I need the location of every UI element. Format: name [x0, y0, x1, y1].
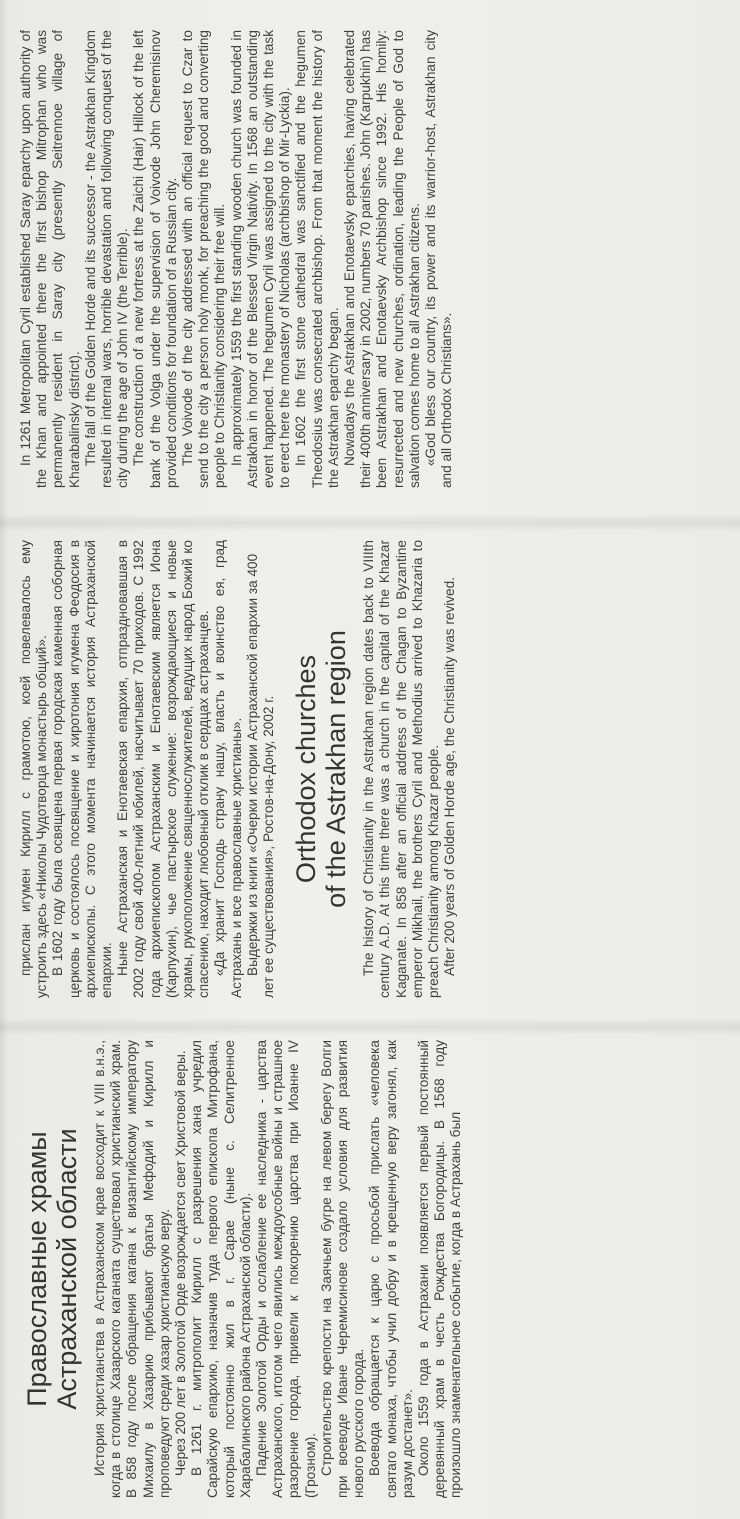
paragraph: Строительство крепости на Заячьем бугре на левом берегу Волги при воеводе Иване Черемисинове создало условия для развития нового русского города. — [318, 1040, 367, 1498]
paragraph: The construction of a new fortress at the Zaichi (Hair) Hillock of the left bank of the Volga under the supervision of Voivode John Cheremisinov provided conditions for foundation of a Russian city. — [131, 30, 179, 488]
russian-title — [22, 1040, 82, 1498]
paragraph: «God bless our country, its power and its warrior-host, Astrakhan city and all Orthodox Christians». — [423, 30, 455, 488]
paragraph: The Voivode of the city addressed with an official request to Czar to send to the city a person holy monk, for preaching the good and converting people to Christianity considering their free will. — [180, 30, 228, 488]
fold-crease — [0, 514, 740, 532]
paragraph: The history of Christianity in the Astrakhan region dates back to VIIIth century A.D. At this time there was a church in the capital of the Khazar Kaganate. In 858 after an official address of the Chagan to Byzantine emperor Mikhail, the brothers Cyril and Methodius arrived to Khazaria to preach Christianity among Khazar people. — [361, 540, 442, 998]
paragraph: Падение Золотой Орды и ослабление ее наследника - царства Астраханского, итогом чего явились междоусобные войны и страшное разорение города, привели к покорению царства при Иоанне IV (Грозном). — [254, 1040, 318, 1498]
english-title-line-1: Orthodox churches — [291, 654, 322, 884]
english-title-line-2: of the Astrakhan region — [321, 630, 352, 908]
paragraph: Около 1559 года в Астрахани появляется первый постоянный деревянный храм в честь Рождества Богородицы. В 1568 году произошло знаменательное событие, когда в Астрахань был — [416, 1040, 464, 1498]
paragraph: прислан игумен Кирилл с грамотою, коей повелевалось ему устроить здесь «Николы Чудотворца монастырь общий». — [18, 540, 50, 998]
paragraph: В 1602 году была освящена первая городская каменная соборная церковь и состоялось посвящение и хиротония игумена Феодосия в архиепископы. С этого момента начинается история Астраханской епархии. — [50, 540, 115, 998]
page-edge-shadow — [0, 0, 8, 1519]
paragraph: В 1261 г. митрополит Кирилл с разрешения хана учредил Сарайскую епархию, назначив туда первого епископа Митрофана, который постоянно жил в г. Сарае (ныне с. Селитренное Харабалинского района Астраханской области). — [189, 1040, 253, 1498]
paragraph: In approximately 1559 the first standing wooden church was founded in Astrakhan in honor of the Blessed Virgin Nativity. In 1568 an outstanding event happened. The hegumen Cyril was assigned to the city with the task to erect here the monastery of Nicholas (archbishop of Mir-Lyckia). — [228, 30, 293, 488]
russian-title-line-1: Православные храмы — [22, 1131, 52, 1407]
paragraph: In 1261 Metropolitan Cyril established Saray eparchy upon authority of the Khan and appointed there the first bishop Mitrophan who was permanently resident in Saray city (presently Seitrennoe village of Kharabalinsky district). — [18, 30, 82, 488]
paragraph: The fall of the Golden Horde and its successor - the Astrakhan Kingdom resulted in internal wars, horrible devastation and following conquest of the city during the age of John IV (the Terrible). — [82, 30, 131, 488]
paragraph: Ныне Астраханская и Енотаевская епархия, отпраздновавшая в 2002 году свой 400-летний юбилей, насчитывает 70 приходов. С 1992 года архиепископом Астраханским и Енотаевским является Иона (Карпухин), чье пастырское служение: возрождающиеся и новые храмы, рукоположение священнослужителей, ведущих народ Божий ко спасению, находит любовный отклик в сердцах астраханцев. — [115, 540, 212, 998]
english-title — [291, 540, 351, 998]
fold-crease — [0, 1018, 740, 1036]
paragraph: After 200 years of Golden Horde age, the Christianity was revived. — [442, 577, 458, 976]
paragraph: «Да хранит Господь страну нашу, власть и воинство ея, град Астрахань и все православные христианы». — [212, 540, 244, 998]
paragraph: Через 200 лет в Золотой Орде возрождается свет Христовой веры. — [173, 1050, 189, 1476]
paragraph: История христианства в Астраханском крае восходит к VIII в.н.э., когда в столице Хазарского каганата существовал христианский храм. В 858 году после обращения кагана к византийскому императору Михаилу в Хазарию прибывают братья Мефодий и Кирилл и проповедуют среди хазар христианскую веру. — [92, 1040, 172, 1498]
paragraph: Nowadays the Astrakhan and Enotaevsky eparchies, having celebrated their 400th anniversary in 2002, numbers 70 parishes. John (Karpukhin) has been Astrakhan and Enotaevsky Archbishop since 1992. His homily: resurrected and new churches, ordination, leading the People of God to salvation comes home to all Astrakhan citizens. — [342, 30, 422, 488]
paragraph: Выдержки из книги «Очерки истории Астраханской епархии за 400 лет ее существования», Ростов-на-Дону, 2002 г. — [244, 553, 277, 998]
panel-english-history — [8, 20, 718, 500]
panel-russian-continued — [8, 530, 718, 1010]
panel-russian-intro — [8, 1030, 718, 1510]
russian-title-line-2: Астраханской области — [52, 1128, 82, 1410]
paragraph: In 1602 the first stone cathedral was sanctified and the hegumen Theodosius was consecrated archbishop. From that moment the history of the Astrakhan eparchy began. — [293, 30, 341, 488]
paragraph: Воевода обращается к царю с просьбой прислать «человека святаго монаха, чтобы учил добру и в крещенную веру загонял, как разум достанет». — [367, 1040, 415, 1498]
